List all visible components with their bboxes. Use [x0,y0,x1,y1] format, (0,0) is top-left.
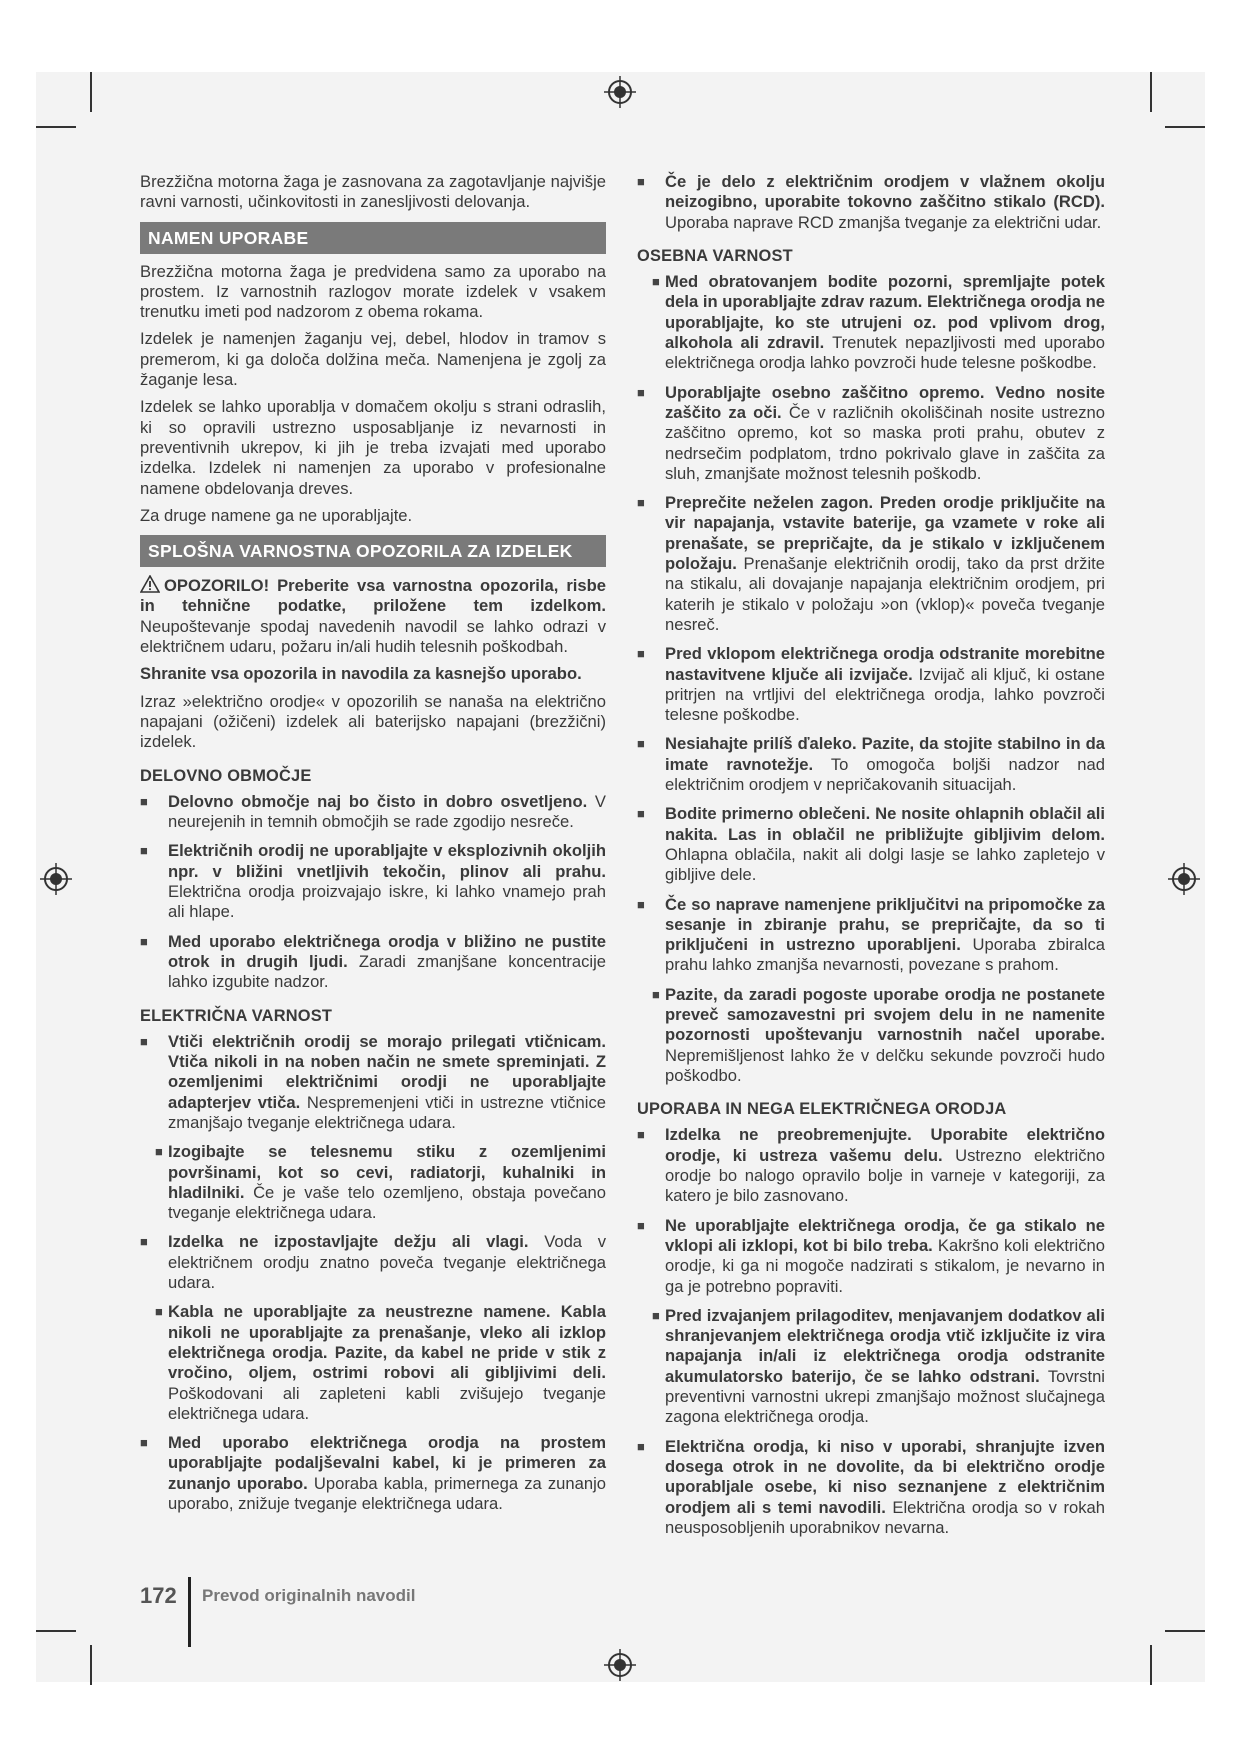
list-item: ■ Med uporabo električnega orodja na prostem uporabljajte podaljševalni kabel, ki je primeren za zunanjo uporabo. Uporaba kabla, primernega za zunanjo uporabo, znižuje tveganje električnega udara. [140,1433,606,1514]
right-column [637,172,1105,1547]
warning-bold: OPOZORILO! Preberite vsa varnostna opozorila, risbe in tehnične podatke, priložene tem izdelkom. [140,576,606,616]
list-item: ■ Izogibajte se telesnemu stiku z ozemljenimi površinami, kot so cevi, radiatorji, kuhalniki in hladilniki. Če je vaše telo ozemljeno, obstaja povečano tveganje električnega udara. [140,1142,606,1223]
list-item: ■ Kabla ne uporabljajte za neustrezne namene. Kabla nikoli ne uporabljajte za prenašanje, vleko ali izklop električnega orodja. Pazite, da kabel ne pride v stik z vročino, oljem, ostrimi robovi ali gibljivimi deli. Poškodovani ali zapleteni kabli zvišujejo tveganje električnega udara. [140,1302,606,1424]
subheading-electrical-safety: ELEKTRIČNA VARNOST [140,1006,333,1025]
paragraph: Izdelek je namenjen žaganju vej, debel, hlodov in tramov s premerom, ki ga določa dolžina meča. Namenjena je zgolj za žaganje lesa. [140,329,606,390]
list-item: ■ Pred vklopom električnega orodja odstranite morebitne nastavitvene ključe ali izvijače. Izvijač ali ključ, ki ostane pritrjen na vrtljivi del električnega orodja, lahko povzroči telesne poškodbe. [637,644,1105,725]
warning-paragraph [140,575,606,657]
list-item: ■ Med uporabo električnega orodja v bližino ne pustite otrok in drugih ljudi. Zaradi zmanjšane koncentracije lahko izgubite nadzor. [140,932,606,993]
crop-mark [36,1630,76,1632]
section-heading-intended-use: NAMEN UPORABE [140,222,606,254]
list-item: ■ Uporabljajte osebno zaščitno opremo. Vedno nosite zaščito za oči. Če v različnih okoliščinah nosite ustrezno zaščitno opremo, kot so maska proti prahu, obutev z nedrsečim podplatom, trdno pokrivalo glave in zaščita za sluh, zmanjšate možnost telesnih poškodb. [637,383,1105,484]
paragraph: Brezžična motorna žaga je predvidena samo za uporabo na prostem. Iz varnostnih razlogov morate izdelek v vsakem trenutku imeti pod nadzorom z obema rokama. [140,261,606,322]
intro-paragraph: Brezžična motorna žaga je zasnovana za zagotavljanje najvišje ravni varnosti, učinkovitosti in zanesljivosti delovanja. [140,172,606,212]
registration-mark-icon [603,75,637,109]
crop-mark [1165,126,1205,128]
list-item: ■ Vtiči električnih orodij se morajo prilegati vtičnicam. Vtiča nikoli in na noben način ne smete spreminjati. Z ozemljenimi električnimi orodji ne uporabljajte adapterjev vtiča. Nespremenjeni vtiči in ustrezne vtičnice zmanjšajo tveganje električnega udara. [140,1032,606,1133]
paragraph: Za druge namene ga ne uporabljajte. [140,505,413,525]
registration-mark-icon [39,862,73,896]
page-number: 172 [140,1583,177,1608]
crop-mark [1150,72,1152,112]
registration-mark-icon [603,1648,637,1682]
list-item: ■ Delovno območje naj bo čisto in dobro osvetljeno. V neurejenih in temnih območjih se rade zgodijo nesreče. [140,792,606,833]
list-item: ■ Bodite primerno oblečeni. Ne nosite ohlapnih oblačil ali nakita. Las in oblačil ne približujte gibljivim delom. Ohlapna oblačila, nakit ali dolgi lasje se lahko zapletejo v gibljive dele. [637,804,1105,885]
crop-mark [90,1645,92,1685]
list-item: ■ Med obratovanjem bodite pozorni, spremljajte potek dela in uporabljajte zdrav razum. Električnega orodja ne uporabljajte, ko ste utrujeni oz. pod vplivom drog, alkohola ali zdravil. Trenutek nepazljivosti med uporabo električnega orodja lahko povzroči hude telesne poškodbe. [637,272,1105,373]
list-item: ■ Izdelka ne izpostavljajte dežju ali vlagi. Voda v električnem orodju znatno poveča tveganje električnega udara. [140,1232,606,1293]
work-area-list [140,792,606,993]
warning-text: Neupoštevanje spodaj navedenih navodil se lahko odrazi v električnem udaru, požaru in/ali hudih telesnih poškodbah. [140,616,606,657]
list-item: ■ Če so naprave namenjene priključitvi na pripomočke za sesanje in zbiranje prahu, se prepričajte, da so ti priključeni in ustrezno uporabljeni. Uporaba zbiralca prahu lahko zmanjša nevarnosti, povezane s prahom. [637,895,1105,976]
rcd-list [637,172,1105,233]
personal-safety-list [637,272,1105,1086]
registration-mark-icon [1167,862,1201,896]
list-item: ■ Izdelka ne preobremenjujte. Uporabite električno orodje, ki ustreza vašemu delu. Ustrezno električno orodje bo nalogo opravilo bolje in varneje v kategoriji, za katero je bilo zasnovano. [637,1125,1105,1206]
list-item: ■ Pazite, da zaradi pogoste uporabe orodja ne postanete preveč samozavestni pri svojem delu in ne namenite pozornosti upoštevanju varnostnih načel uporabe. Nepremišljenost lahko že v delčku sekunde povzroči hudo poškodbo. [637,985,1105,1086]
footer-label: Prevod originalnih navodil [202,1586,416,1605]
subheading-personal-safety: OSEBNA VARNOST [637,246,793,265]
footer-divider [188,1577,191,1647]
electrical-safety-list [140,1032,606,1515]
list-item: ■ Ne uporabljajte električnega orodja, če ga stikalo ne vklopi ali izklopi, kot bi bilo treba. Kakršno koli električno orodje, ki ga ni mogoče nadzirati s stikalom, je nevarno in ga je potrebno popraviti. [637,1216,1105,1297]
warning-triangle-icon [140,575,160,593]
term-note: Izraz »električno orodje« v opozorilih se nanaša na električno napajani (ožičeni) izdelek ali baterijsko napajani (brezžični) izdelek. [140,691,606,752]
list-item: ■ Električna orodja, ki niso v uporabi, shranjujte izven dosega otrok in ne dovolite, da bi električno orodje uporabljale osebe, ki niso seznanjene z električnim orodjem ali s temi navodili. Električna orodja so v rokah neusposobljenih uporabnikov nevarna. [637,1437,1105,1538]
list-item: ■ Nesiahajte prilíš ďaleko. Pazite, da stojite stabilno in da imate ravnotežje. To omogoča boljši nadzor nad električnim orodjem v nepričakovanih situacijah. [637,734,1105,795]
left-column [140,172,606,1523]
list-item: ■ Če je delo z električnim orodjem v vlažnem okolju neizogibno, uporabite tokovno zaščitno stikalo (RCD). Uporaba naprave RCD zmanjša tveganje za električni udar. [637,172,1105,233]
crop-mark [1165,1630,1205,1632]
subheading-tool-use-care: UPORABA IN NEGA ELEKTRIČNEGA ORODJA [637,1100,1007,1119]
crop-mark [90,72,92,112]
section-heading-general-safety: SPLOŠNA VARNOSTNA OPOZORILA ZA IZDELEK [140,535,606,567]
list-item: ■ Preprečite neželen zagon. Preden orodje priključite na vir napajanja, vstavite baterije, ga vzamete v roke ali prenašate, se prepričajte, da je stikalo v izključenem položaju. Prenašanje električnih orodij, tako da prst držite na stikalu, ali dovajanje napajanja električnim orodjem, pri katerih je stikalo v položaju »on (vklop)« poveča tveganje nesreč. [637,493,1105,635]
list-item: ■ Električnih orodij ne uporabljajte v eksplozivnih okoljih npr. v bližini vnetljivih tekočin, plinov ali prahu. Električna orodja proizvajajo iskre, ki lahko vnamejo prah ali hlape. [140,841,606,922]
tool-use-list [637,1125,1105,1538]
list-item: ■ Pred izvajanjem prilagoditev, menjavanjem dodatkov ali shranjevanjem električnega orodja vtič izključite iz vira napajanja in/ali iz električnega orodja odstranite akumulatorsko baterijo, če se lahko odstrani. Tovrstni preventivni varnostni ukrepi zmanjšajo možnost slučajnega zagona električnega orodja. [637,1306,1105,1428]
crop-mark [1150,1645,1152,1685]
subheading-work-area: DELOVNO OBMOČJE [140,766,312,785]
keep-instructions: Shranite vsa opozorila in navodila za kasnejšo uporabo. [140,664,582,684]
paragraph: Izdelek se lahko uporablja v domačem okolju s strani odraslih, ki so opravili ustrezno usposabljanje iz nevarnosti in preventivnih ukrepov, ki jih je treba izvajati med uporabo izdelka. Izdelek ni namenjen za uporabo v profesionalne namene obdelovanja dreves. [140,397,606,498]
crop-mark [36,126,76,128]
